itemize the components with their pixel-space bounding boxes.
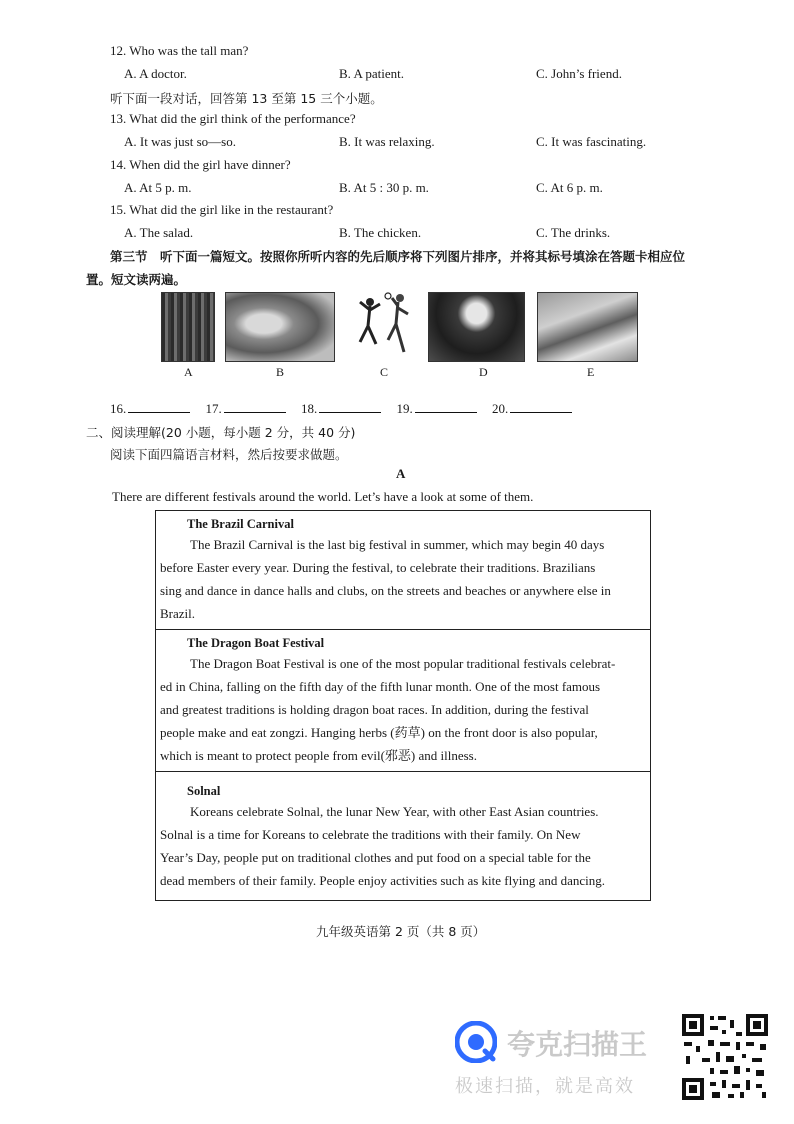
festival-cell-dragon-boat (156, 630, 650, 772)
picture-c-basketball-players (352, 292, 414, 360)
passage-intro: There are different festivals around the world. Let’s have a look at some of them. (112, 489, 534, 504)
question-number: 15. (110, 202, 127, 217)
option-a: A. It was just so—so. (124, 134, 236, 149)
qr-code (680, 1012, 770, 1102)
page-footer: 九年级英语第 2 页（共 8 页） (316, 924, 486, 939)
picture-label-e: E (587, 365, 595, 379)
option-a: A. At 5 p. m. (124, 180, 192, 195)
festival-line: people make and eat zongzi. Hanging herbs (药草) on the front door is also popular, (160, 725, 598, 740)
answer-blank-20[interactable] (510, 400, 572, 413)
passage-label: A (396, 466, 406, 481)
answer-blank-16[interactable] (128, 400, 190, 413)
festival-line: which is meant to protect people from evil(邪恶) and illness. (160, 748, 477, 763)
festival-line: sing and dance in dance halls and clubs, on the streets and beaches or anywhere else in (160, 583, 611, 598)
option-c: C. The drinks. (536, 225, 611, 240)
festival-line: The Dragon Boat Festival is one of the most popular traditional festivals celebrat- (190, 656, 616, 671)
festival-line: Year’s Day, people put on traditional clothes and put food on a special table for the (160, 850, 591, 865)
picture-e-student-writing (537, 292, 638, 362)
option-b: B. At 5 : 30 p. m. (339, 180, 429, 195)
option-a: A. A doctor. (124, 66, 187, 81)
question-text: When did the girl have dinner? (129, 157, 291, 172)
part-2-instruction: 阅读下面四篇语言材料，然后按要求做题。 (110, 447, 348, 462)
blank-label-19: 19. (396, 401, 413, 416)
picture-label-d: D (479, 365, 488, 379)
section-3-instruction-line2: 置。短文读两遍。 (86, 272, 187, 287)
question-15 (110, 202, 333, 218)
blank-label-16: 16. (110, 401, 127, 416)
question-number: 13. (110, 111, 127, 126)
option-b: B. It was relaxing. (339, 134, 435, 149)
question-12 (110, 43, 248, 59)
picture-b-person-sleeping (225, 292, 335, 362)
festival-title: The Dragon Boat Festival (187, 636, 325, 650)
blank-label-20: 20. (492, 401, 509, 416)
picture-label-a: A (184, 365, 193, 379)
festival-line: before Easter every year. During the festival, to celebrate their traditions. Brazilians (160, 560, 596, 575)
question-text: Who was the tall man? (129, 43, 249, 58)
option-c: C. At 6 p. m. (536, 180, 603, 195)
festival-line: and greatest traditions is holding dragon boat races. In addition, during the festival (160, 702, 589, 717)
option-a: A. The salad. (124, 225, 194, 240)
festival-cell-solnal (156, 772, 650, 900)
blank-label-17: 17. (205, 401, 222, 416)
picture-label-b: B (276, 365, 285, 379)
option-c: C. It was fascinating. (536, 134, 647, 149)
question-text: What did the girl think of the performance? (129, 111, 356, 126)
festival-line: ed in China, falling on the fifth day of the fifth lunar month. One of the most famous (160, 679, 601, 694)
question-number: 14. (110, 157, 127, 172)
blank-label-18: 18. (301, 401, 318, 416)
festival-cell-brazil (156, 511, 650, 630)
answer-blanks (110, 400, 584, 417)
question-text: What did the girl like in the restaurant? (129, 202, 334, 217)
picture-d-movie-theater (428, 292, 525, 362)
festival-title: Solnal (187, 784, 221, 798)
section-3-instruction-line1: 第三节 听下面一篇短文。按照你所听内容的先后顺序将下列图片排序，并将其标号填涂在答题卡相应位 (110, 249, 686, 264)
answer-blank-19[interactable] (415, 400, 477, 413)
festival-title: The Brazil Carnival (187, 517, 294, 531)
instruction-13-15: 听下面一段对话，回答第 13 至第 15 三个小题。 (110, 91, 383, 106)
answer-blank-18[interactable] (319, 400, 381, 413)
part-2-heading: 二、阅读理解(20 小题，每小题 2 分，共 40 分) (86, 425, 356, 440)
festival-table (155, 510, 651, 901)
quark-logo-icon (455, 1021, 497, 1063)
festival-line: Brazil. (160, 606, 196, 621)
watermark-brand: 夸克扫描王 (507, 1028, 648, 1061)
answer-blank-17[interactable] (224, 400, 286, 413)
festival-line: Solnal is a time for Koreans to celebrate the traditions with their family. On New (160, 827, 581, 842)
option-c: C. John’s friend. (536, 66, 622, 81)
festival-line: dead members of their family. People enjoy activities such as kite flying and dancing. (160, 873, 606, 888)
question-13 (110, 111, 356, 127)
festival-line: Koreans celebrate Solnal, the lunar New Year, with other East Asian countries. (190, 804, 599, 819)
picture-label-c: C (380, 365, 389, 379)
watermark-slogan: 极速扫描，就是高效 (455, 1076, 635, 1097)
picture-a-library-shelves (161, 292, 215, 362)
question-14 (110, 157, 291, 173)
option-b: B. The chicken. (339, 225, 422, 240)
option-b: B. A patient. (339, 66, 404, 81)
question-number: 12. (110, 43, 127, 58)
festival-line: The Brazil Carnival is the last big festival in summer, which may begin 40 days (190, 537, 605, 552)
